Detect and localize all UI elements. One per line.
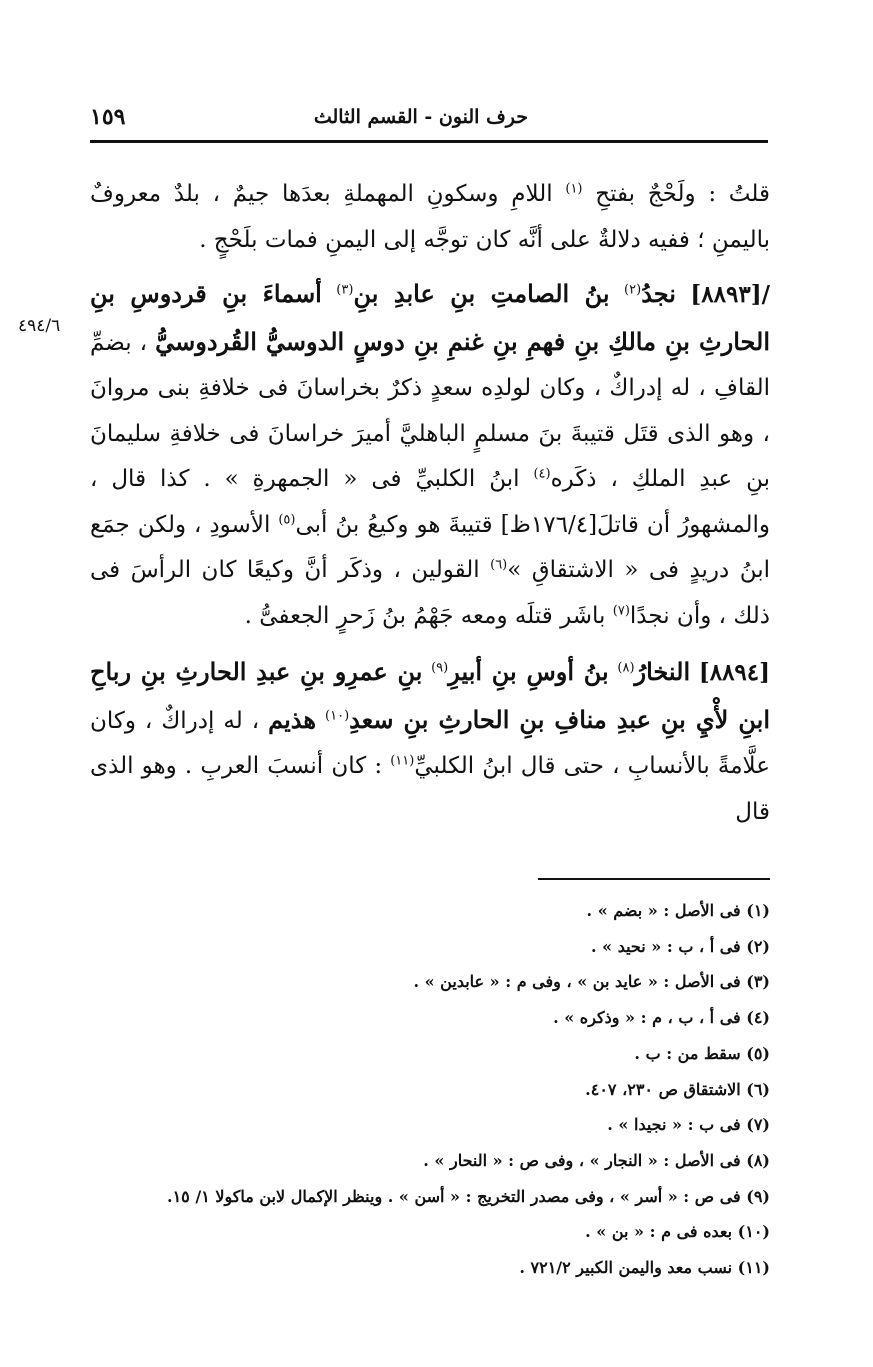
footnote-item: (١٠) بعده فى م : « بن » . <box>585 1222 770 1242</box>
footnote-ref: (٢) <box>624 282 642 298</box>
footnote-ref: (١١) <box>390 753 415 769</box>
footnote-ref: (١٠) <box>325 707 350 723</box>
footnote-item: (٨) فى الأصل : « النجار » ، وفى ص : « النحار » . <box>423 1150 770 1170</box>
footnote-item: (١) فى الأصل : « بضم » . <box>586 901 770 920</box>
entry-lineage: بنُ الصامتِ بنِ عابدِ بنِ <box>353 279 610 308</box>
footnote-ref: (٦) <box>490 557 508 573</box>
margin-volume-reference: ٤٩٤/٦ <box>18 316 61 336</box>
footnote-item: (٣) فى الأصل : « عايد بن » ، وفى م : « عابدين » . <box>413 972 770 992</box>
entry-bracket-close: ] <box>690 281 702 308</box>
entry-lineage: هذيم <box>268 704 317 734</box>
text-run: باشَر قتلَه ومعه جَهْمُ بنُ زَحرٍ الجعفىُّ . <box>244 602 606 629</box>
text-run: الأسودِ ، ولكن جمَع ابنُ دريدٍ فى « الاشتقاقِ » <box>90 511 770 583</box>
footnote-item: (٤) فى أ ، ب ، م : « وذكره » . <box>553 1008 770 1028</box>
footnote-ref: (٩) <box>431 660 449 676</box>
paragraph-commentary <box>90 172 770 263</box>
footnote-ref: (١) <box>565 181 583 197</box>
entry-lineage: بنِ عمرِو بنِ عبدِ الحارثِ بنِ رباحِ ابنِ لأْيِ بنِ عبدِ منافِ بنِ الحارثِ بنِ سعدِ <box>90 657 770 734</box>
text-run: اللامِ وسكونِ المهملةِ بعدَها جيمٌ ، بلدٌ معروفٌ باليمنِ ؛ ففيه دلالةٌ على أنَّه كان توجَّه إلى اليمنِ فمات بلَحْجٍ . <box>90 181 770 253</box>
entry-bracket-open: /[ <box>750 281 771 308</box>
footnotes <box>90 893 770 1286</box>
footnote-item: (٩) فى ص : « أسر » ، وفى مصدر التخريج : « أسن » . وينظر الإكمال لابن ماكولا ١/ ١٥. <box>167 1186 770 1206</box>
footnote-divider <box>538 878 770 880</box>
footnote-item: (٧) فى ب : « نجيدا » . <box>607 1115 770 1135</box>
text-run: ، بضمِّ القافِ ، له إدراكٌ ، وكان لولدِه سعدٍ ذكرٌ بخراسانَ فى خلافةِ بنى مروانَ ، وهو الذى قتَل قتيبةَ بنَ مسلمٍ الباهليَّ أميرَ خراسانَ فى خلافةِ سليمانَ بنِ عبدِ الملكِ ، ذكَره <box>90 329 770 492</box>
entry-8894 <box>90 649 770 835</box>
footnote-item: (٥) سقط من : ب . <box>634 1043 770 1063</box>
footnote-ref: (٤) <box>533 466 551 482</box>
footnote-ref: (٥) <box>278 511 296 527</box>
entry-name: النخارُ <box>634 657 691 686</box>
footnote-ref: (٧) <box>612 602 630 618</box>
entry-8893 <box>90 271 770 639</box>
text-run: : كان أنسبَ العربِ . وهو الذى قال <box>90 753 770 825</box>
footnote-item: (٦) الاشتقاق ص ٢٣٠، ٤٠٧. <box>585 1079 770 1099</box>
manuscript-folio-ref: [١٧٦/٤ظ] <box>500 511 598 538</box>
entry-bracket-close: ] <box>698 659 710 686</box>
text-run: ، له إدراكٌ ، وكان علَّامةً بالأنسابِ ، حتى قال ابنُ الكلبيِّ <box>90 707 770 779</box>
entry-bracket-open: [ <box>759 659 771 686</box>
footnote-ref: (٨) <box>617 660 635 676</box>
text-run: ابنُ الكلبيِّ فى « الجمهرةِ » . كذا قال ، والمشهورُ أن قاتلَ <box>90 466 771 538</box>
text-run: قلتُ : ولَحْجٌ بفتحِ <box>595 181 771 207</box>
text-run: قتيبةَ هو وكيعُ بنُ أبى <box>295 511 493 538</box>
entry-number: ٨٨٩٤ <box>709 659 760 686</box>
page-number: ١٥٩ <box>90 104 126 130</box>
text-run: القولين ، وذكَر أنَّ وكيعًا كان الرأسَ فى ذلك ، وأن نجدًا <box>90 557 770 629</box>
entry-lineage: أسماءَ بنِ قردوسِ بنِ الحارثِ بنِ مالكِ بنِ فهمِ بنِ غنمِ بنِ دوسٍ الدوسيُّ القُردوسيُّ <box>90 279 770 356</box>
footnote-item: (٢) فى أ ، ب : « نحيد » . <box>590 936 770 956</box>
running-header <box>90 100 768 143</box>
entry-lineage: بنُ أوسِ بنِ أبيرِ <box>448 657 609 686</box>
main-text <box>90 172 770 835</box>
footnote-item: (١١) نسب معد واليمن الكبير ٧٢١/٢ . <box>519 1258 770 1278</box>
entry-name: نجدُ <box>641 279 676 308</box>
running-title: حرف النون - القسم الثالث <box>313 106 528 128</box>
entry-number: ٨٨٩٣ <box>701 281 751 308</box>
footnote-ref: (٣) <box>336 282 354 298</box>
